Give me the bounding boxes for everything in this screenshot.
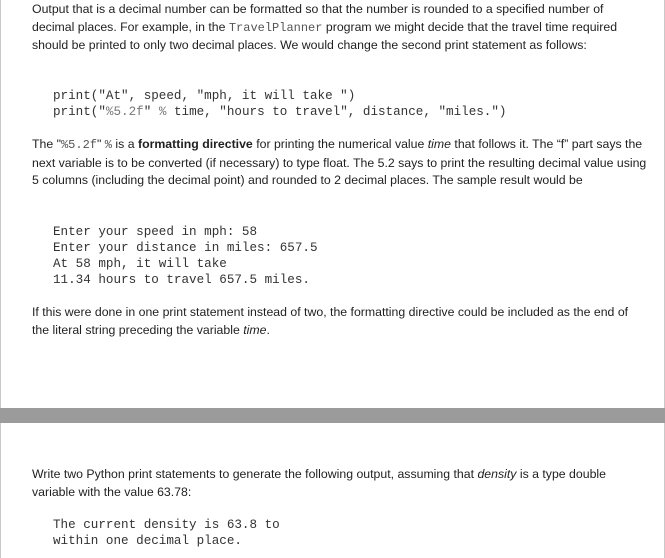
code-line-2-b: " [143,105,159,119]
explain-text-a: The " [32,137,61,151]
exercise-output-line: within one decimal place. [53,534,242,548]
explain-paragraph [32,136,647,190]
percent-operator-code: % [158,105,167,119]
variable-time: time [427,137,451,151]
exercise-output-block [53,517,280,549]
note-text-b: . [266,322,270,337]
exercise-text-b: is a type double variable with the value 63.78: [32,467,606,499]
exercise-text-a: Write two Python print statements to generate the following output, assuming that [32,467,478,481]
format-directive-code: %5.2f [105,105,144,119]
sample-output-line: 11.34 hours to travel 657.5 miles. [53,273,310,287]
sample-output-line: Enter your distance in miles: 657.5 [53,241,318,255]
note-paragraph [32,304,647,339]
program-name: TravelPlanner [228,20,323,35]
intro-paragraph [32,1,647,55]
code-line-1: print("At", speed, "mph, it will take ") [53,89,356,103]
print-code-block [53,88,506,120]
exercise-paragraph [32,466,647,501]
explain-text-c: is a [112,137,138,151]
variable-density: density [477,467,517,481]
intro-text-b: program we might decide that the travel time required should be printed to only two decimal places. We would change the second print statement as follows: [32,19,618,53]
sample-output-block [53,224,318,288]
variable-time: time [243,322,267,337]
code-line-2 [53,104,506,120]
note-text-a: If this were done in one print statement instead of two, the formatting directive could be included as the end of the literal string preceding the variable [32,305,629,337]
explain-text-b: " [97,137,105,151]
code-line-2-c: time, "hours to travel", distance, "miles.") [166,105,507,119]
percent-operator-inline: % [104,138,112,152]
exercise-panel [0,423,665,558]
exercise-output-line: The current density is 63.8 to [53,518,280,532]
explain-text-d: for printing the numerical value [252,137,428,151]
sample-output-line: At 58 mph, it will take [53,257,227,271]
section-divider [0,408,665,423]
sample-output-line: Enter your speed in mph: 58 [53,225,258,239]
formatting-directive-term: formatting directive [137,137,253,151]
explain-text-e: that follows it. The “f” part says the next variable is to be converted (if necessary) to type float. The 5.2 says to print the resulting decimal value using 5 columns (including the decimal point) and rounded to 2 decimal places. The sample result would be [32,137,647,188]
intro-text-a: Output that is a decimal number can be formatted so that the number is rounded to a specified number of decimal places. For example, in the [32,2,604,34]
code-line-2-a: print(" [53,105,106,119]
format-directive-inline: %5.2f [60,138,97,152]
